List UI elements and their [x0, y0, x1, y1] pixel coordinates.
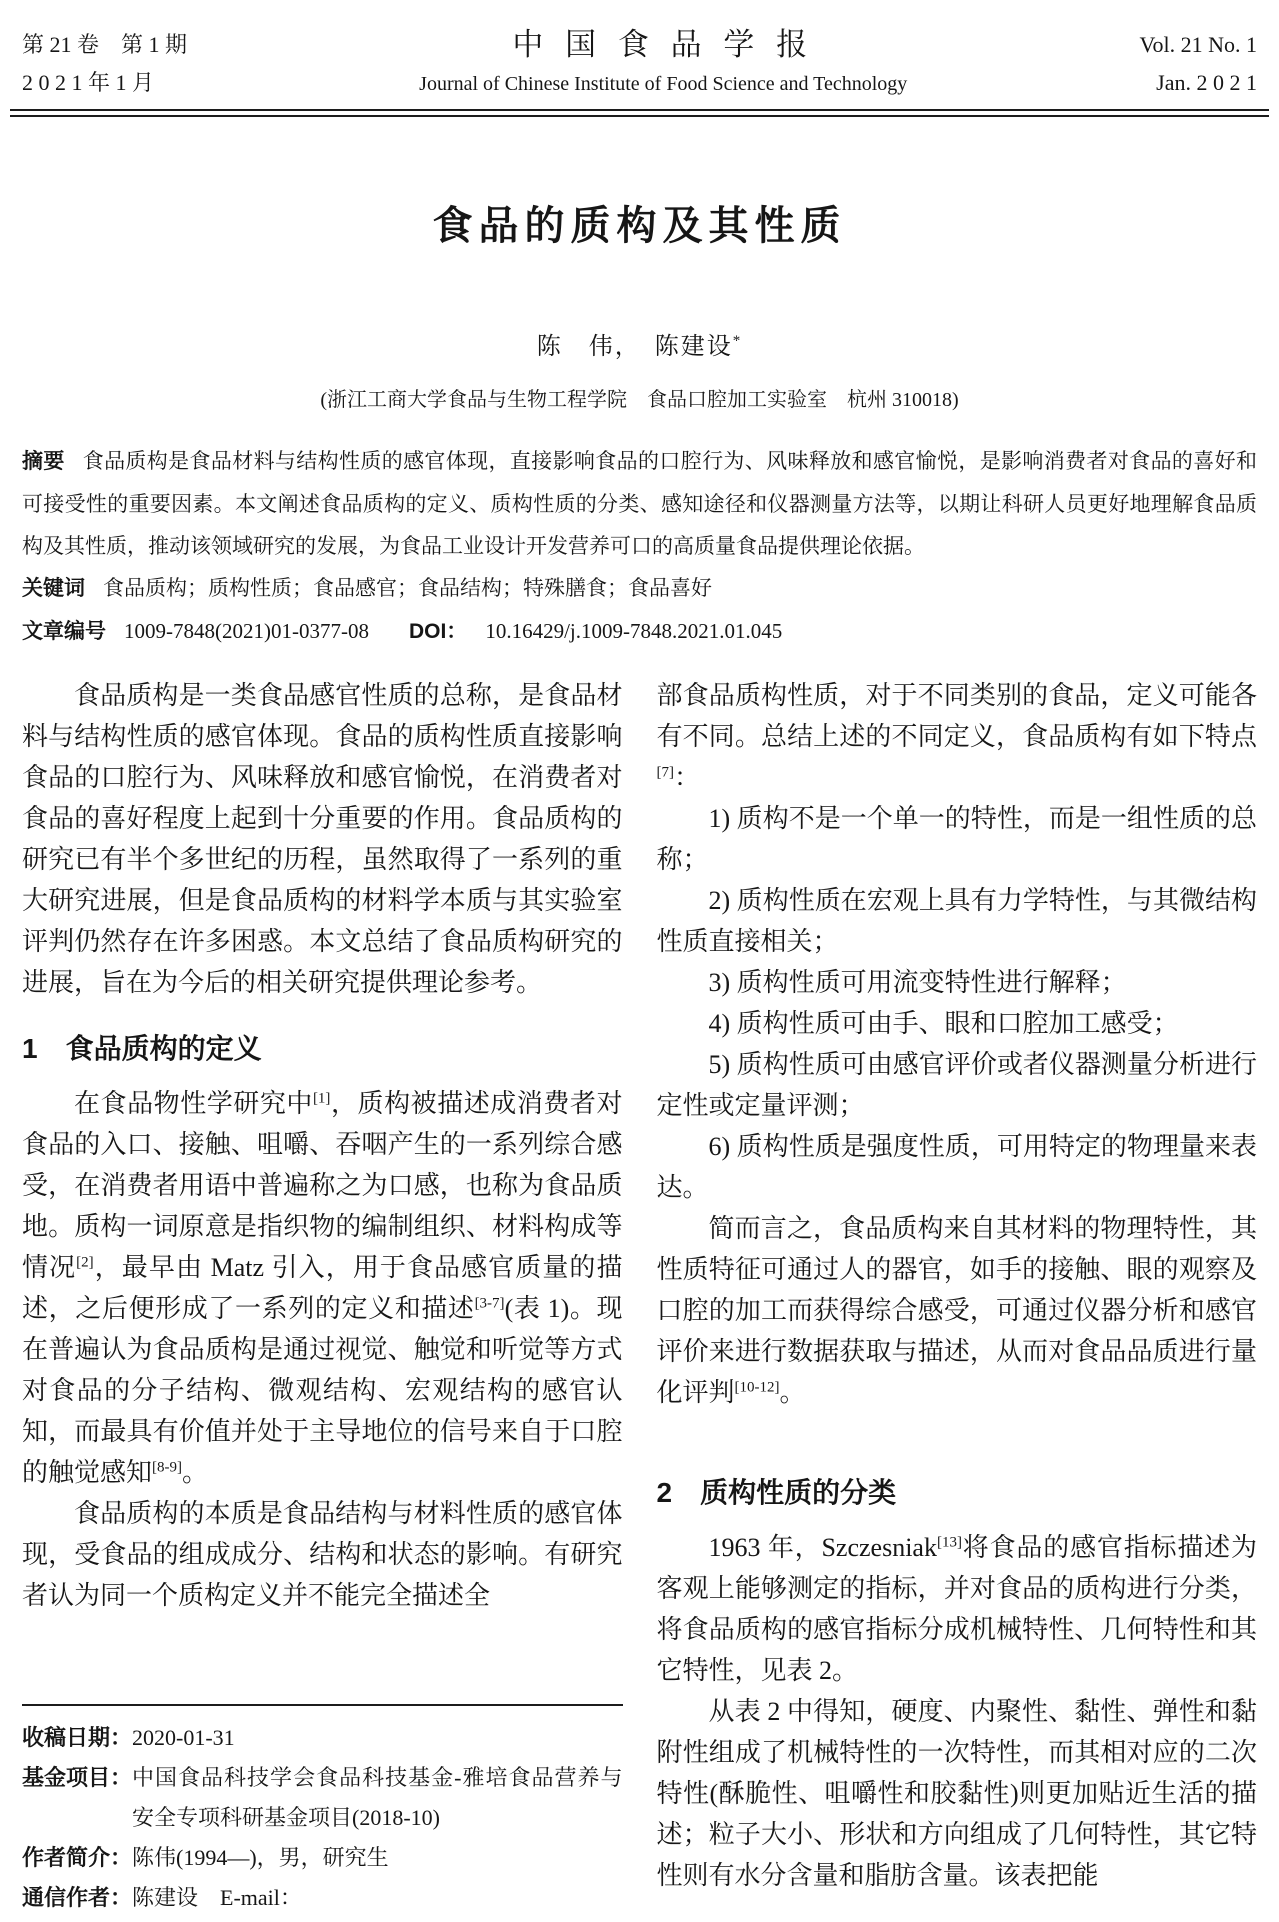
- intro-paragraph: 食品质构是一类食品感官性质的总称，是食品材料与结构性质的感官体现。食品的质构性质直接影响食品的口腔行为、风味释放和感官愉悦，在消费者对食品的喜好程度上起到十分重要的作用。食品质构的研究已有半个多世纪的历程，虽然取得了一系列的重大研究进展，但是食品质构的材料学本质与其实验室评判仍然存在许多困惑。本文总结了食品质构研究的进展，旨在为今后的相关研究提供理论参考。: [22, 680, 623, 997]
- received-date-label: 收稿日期：: [22, 1725, 133, 1750]
- received-date-value: 2020-01-31: [132, 1725, 235, 1750]
- author-names: 陈 伟， 陈建设: [536, 333, 733, 360]
- abstract-paragraph: [22, 440, 1257, 567]
- journal-title-block: [187, 24, 1139, 102]
- date-en: Jan. 2 0 2 1: [1156, 70, 1257, 95]
- author-bio-value: 陈伟(1994—)，男，研究生: [132, 1845, 389, 1870]
- feature-item-1: 1) 质构不是一个单一的特性，而是一组性质的总称；: [656, 803, 1257, 874]
- fund-value: 中国食品科技学会食品科技基金-雅培食品营养与安全专项科研基金项目(2018-10): [132, 1765, 623, 1830]
- footnote-received: [22, 1718, 623, 1758]
- fund-label: 基金项目：: [22, 1765, 133, 1790]
- journal-header: [0, 0, 1279, 102]
- section-1-heading: 1 食品质构的定义: [22, 1032, 262, 1064]
- footnote-block: [22, 1704, 623, 1922]
- feature-item-4: 4) 质构性质可由手、眼和口腔加工感受；: [708, 1008, 1179, 1038]
- abstract-block: [22, 440, 1257, 653]
- section-2-heading: 2 质构性质的分类: [656, 1476, 897, 1508]
- feature-item-2: 2) 质构性质在宏观上具有力学特性，与其微结构性质直接相关；: [656, 885, 1257, 956]
- article-title: 食品的质构及其性质: [432, 204, 847, 248]
- affiliation: (浙江工商大学食品与生物工程学院 食品口腔加工实验室 杭州 310018): [320, 388, 959, 411]
- feature-item-5: 5) 质构性质可由感官评价或者仪器测量分析进行定性或定量评测；: [656, 1049, 1257, 1120]
- abstract-label: 摘要: [22, 449, 65, 473]
- section-2-paragraph-2: 从表 2 中得知，硬度、内聚性、黏性、弹性和黏附性组成了机械特性的一次特性，而其相对应的二次特性(酥脆性、咀嚼性和胶黏性)则更加贴近生活的描述；粒子大小、形状和方向组成了几何特性，其它特性则有水分含量和脂肪含量。该表把能: [656, 1696, 1257, 1890]
- volume-issue-en: Vol. 21 No. 1: [1139, 32, 1257, 57]
- author-bio-label: 作者简介：: [22, 1845, 133, 1870]
- article-body: [22, 675, 1257, 1922]
- journal-title-cn: 中 国 食 品 学 报: [512, 27, 815, 62]
- article-number-label: 文章编号: [22, 619, 106, 643]
- section-1-paragraph-2: 食品质构的本质是食品结构与材料性质的感官体现，受食品的组成成分、结构和状态的影响。有研究者认为同一个质构定义并不能完全描述全: [22, 1498, 623, 1610]
- section-1-paragraph-1: 在食品物性学研究中[1]，质构被描述成消费者对食品的入口、接触、咀嚼、吞咽产生的一系列综合感受，在消费者用语中普遍称之为口感，也称为食品质地。质构一词原意是指织物的编制组织、材料构成等情况[2]，最早由 Matz 引入，用于食品感官质量的描述，之后便形成了一系列的定义和描述[3-7](表 1)。现在普遍认为食品质构是通过视觉、触觉和听觉等方式对食品的分子结构、微观结构、宏观结构的感官认知，而最具有价值并处于主导地位的信号来自于口腔的触觉感知[8-9]。: [22, 1088, 623, 1487]
- footnote-fund: [22, 1758, 623, 1838]
- summary-paragraph: 简而言之，食品质构来自其材料的物理特性，其性质特征可通过人的器官，如手的接触、眼的观察及口腔的加工而获得综合感受，可通过仪器分析和感官评价来进行数据获取与描述，从而对食品品质进行量化评判[10-12]。: [656, 1213, 1257, 1407]
- left-column: [22, 675, 623, 1922]
- keywords-text: 食品质构；质构性质；食品感官；食品结构；特殊膳食；食品喜好: [103, 575, 712, 600]
- doi-value: 10.16429/j.1009-7848.2021.01.045: [485, 618, 783, 643]
- date-cn: 2 0 2 1 年 1 月: [22, 70, 155, 95]
- footnote-author-bio: [22, 1838, 623, 1878]
- corresponding-author-value: 陈建设 E-mail：: [132, 1885, 302, 1910]
- footnote-corresponding: [22, 1878, 623, 1918]
- article-number-line: [22, 610, 1257, 653]
- header-double-rule: [10, 109, 1269, 117]
- feature-item-3: 3) 质构性质可用流变特性进行解释；: [708, 967, 1127, 997]
- right-column: [657, 675, 1258, 1922]
- corresponding-author-mark: *: [732, 332, 743, 349]
- corresponding-author-label: 通信作者：: [22, 1885, 133, 1910]
- header-volume-issue: [22, 26, 187, 102]
- keywords-line: [22, 567, 1257, 610]
- journal-title-en: Journal of Chinese Institute of Food Science and Technology: [419, 73, 908, 95]
- section-2-paragraph-1: 1963 年，Szczesniak[13]将食品的感官指标描述为客观上能够测定的指标，并对食品的质构进行分类，将食品质构的感官指标分成机械特性、几何特性和其它特性，见表 2。: [656, 1532, 1257, 1685]
- header-volume-issue-en: [1139, 26, 1257, 102]
- keywords-label: 关键词: [22, 576, 85, 600]
- doi-label: DOI：: [408, 619, 468, 643]
- article-number-value: 1009-7848(2021)01-0377-08: [124, 618, 369, 643]
- volume-issue-cn: 第 21 卷 第 1 期: [22, 32, 188, 57]
- feature-item-6: 6) 质构性质是强度性质，可用特定的物理量来表达。: [656, 1131, 1257, 1202]
- abstract-text: 食品质构是食品材料与结构性质的感官体现，直接影响食品的口腔行为、风味释放和感官愉悦，是影响消费者对食品的喜好和可接受性的重要因素。本文阐述食品质构的定义、质构性质的分类、感知途径和仪器测量方法等，以期让科研人员更好地理解食品质构及其性质，推动该领域研究的发展，为食品工业设计开发营养可口的高质量食品提供理论依据。: [22, 448, 1257, 558]
- authors-line: [0, 326, 1279, 362]
- continuation-paragraph: 部食品质构性质，对于不同类别的食品，定义可能各有不同。总结上述的不同定义，食品质构有如下特点[7]：: [656, 680, 1257, 792]
